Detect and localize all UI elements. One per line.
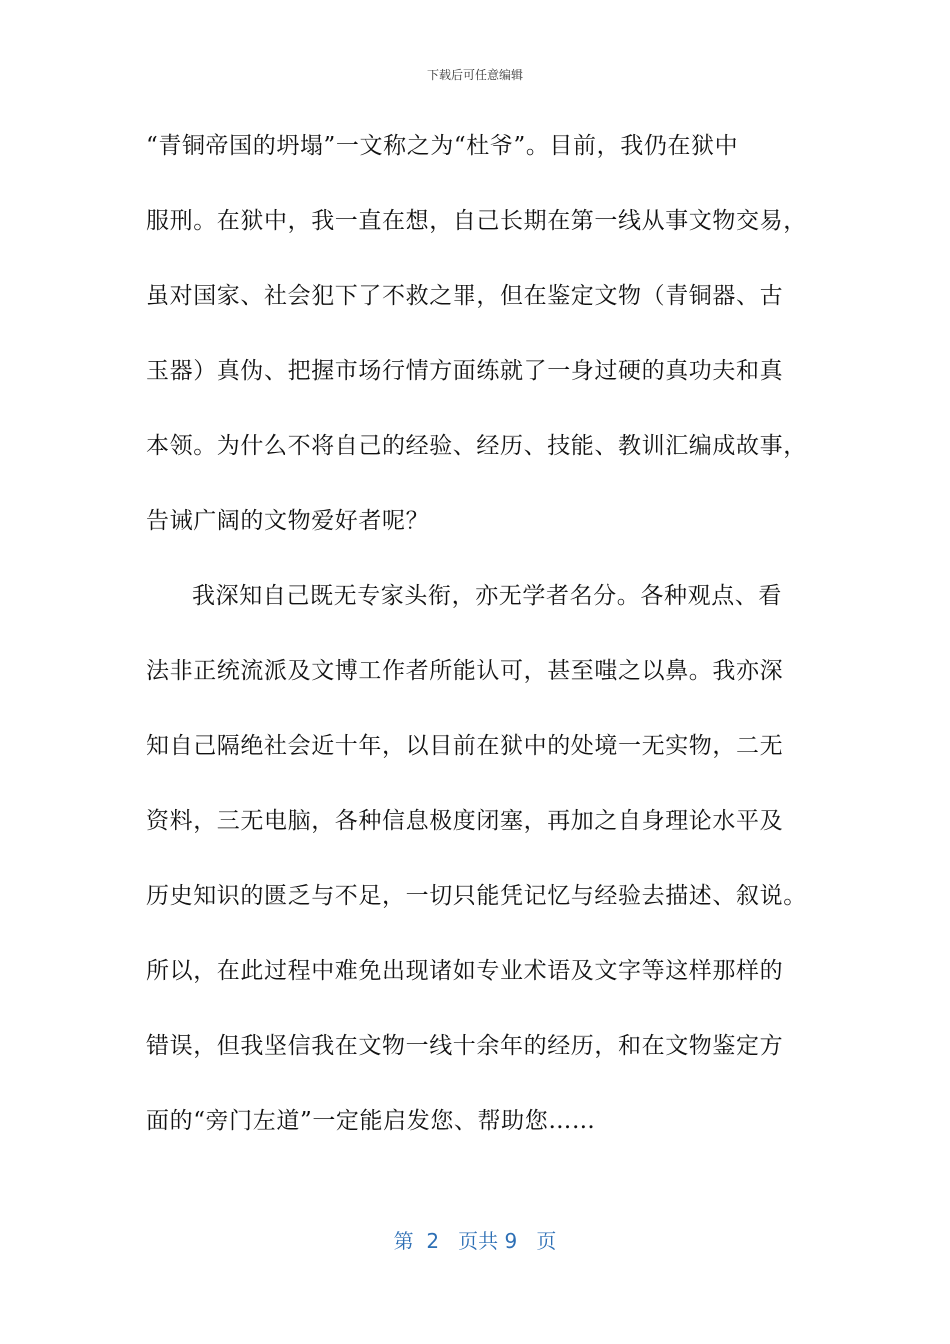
text-line: 告诫广阔的文物爱好者呢？: [146, 508, 430, 534]
text-line: 玉器）真伪、把握市场行情方面练就了一身过硬的真功夫和真: [146, 358, 784, 384]
text-line: 虽对国家、社会犯下了不救之罪，但在鉴定文物（青铜器、古: [146, 283, 784, 309]
document-body: [146, 124, 814, 1174]
text-line: 面的“旁门左道”一定能启发您、帮助您……: [146, 1108, 596, 1134]
page-footer: [0, 1225, 950, 1254]
text-line: 法非正统流派及文博工作者所能认可，甚至嗤之以鼻。我亦深: [146, 658, 784, 684]
text-line: “青铜帝国的坍塌”一文称之为“杜爷”。目前，我仍在狱中: [146, 133, 739, 159]
text-line: 错误，但我坚信我在文物一线十余年的经历，和在文物鉴定方: [146, 1033, 784, 1059]
footer-suffix: 页: [536, 1229, 557, 1253]
text-line: 所以，在此过程中难免出现诸如专业术语及文字等这样那样的: [146, 958, 784, 984]
text-line: 服刑。在狱中，我一直在想，自己长期在第一线从事文物交易，: [146, 208, 807, 234]
paragraph-2: [146, 574, 814, 1174]
text-line: 知自己隔绝社会近十年，以目前在狱中的处境一无实物，二无: [146, 733, 784, 759]
paragraph-1: [146, 124, 814, 574]
footer-prefix: 第: [393, 1229, 414, 1253]
text-line: 资料，三无电脑，各种信息极度闭塞，再加之自身理论水平及: [146, 808, 784, 834]
text-line: 历史知识的匮乏与不足，一切只能凭记忆与经验去描述、叙说。: [146, 883, 807, 909]
text-line: 我深知自己既无专家头衔，亦无学者名分。各种观点、看: [192, 583, 782, 609]
footer-middle: 页共: [458, 1229, 499, 1253]
current-page-number: 2: [426, 1229, 440, 1253]
page-header: 下载后可任意编辑: [426, 68, 523, 82]
text-line: 本领。为什么不将自己的经验、经历、技能、教训汇编成故事，: [146, 433, 807, 459]
total-pages-number: 9: [504, 1229, 518, 1253]
